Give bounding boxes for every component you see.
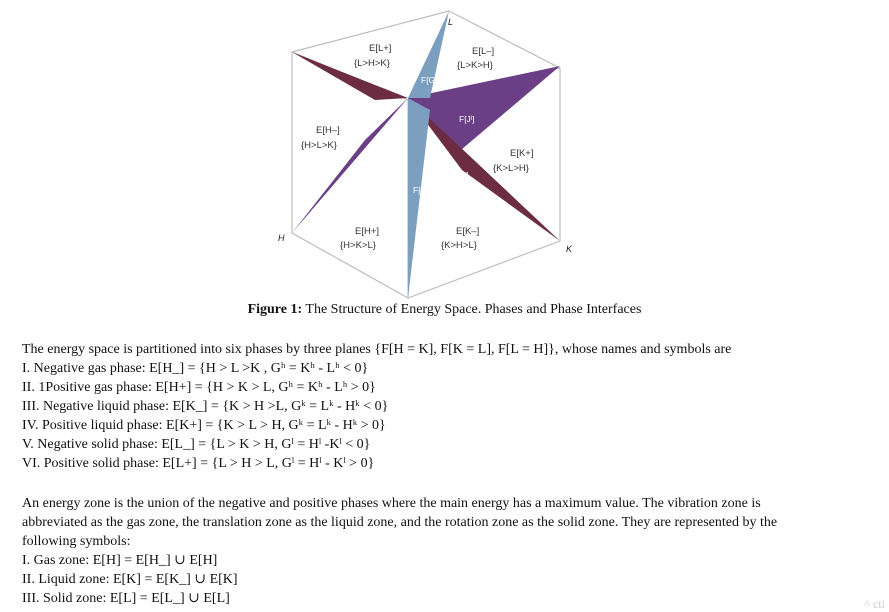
region-set-l-plus: {L>H>K} (354, 58, 390, 69)
region-set-k-minus: {K>H>L} (441, 240, 477, 251)
zone-item-gas: I. Gas zone: E[H] = E[H_] ∪ E[H] (22, 553, 218, 568)
region-name-h-plus: E[H+] (355, 226, 380, 237)
region-set-k-plus: {K>L>H} (493, 163, 529, 174)
zones-body-line-1: An energy zone is the union of the negative and positive phases where the main energy has a maximum value. The vibration zone is (22, 496, 761, 511)
plane-label-g-top: F[Gˡ] (421, 75, 439, 85)
phases-paragraph (22, 340, 885, 473)
plane-label-j-bottom: F[Jᵏ] (413, 185, 431, 195)
maroon-plane-upper (292, 52, 408, 100)
plane-label-g-right: F[Gᵏ] (449, 170, 469, 180)
phase-item-1: I. Negative gas phase: E[H_] = {H > L >K , Gʰ = Kʰ - Lʰ < 0} (22, 361, 369, 376)
axis-label-l: L (448, 17, 454, 27)
region-name-l-minus: E[L–] (472, 46, 495, 57)
phase-item-4: IV. Positive liquid phase: E[K+] = {K > L > H, Gᵏ = Lᵏ - Hᵏ > 0} (22, 418, 386, 433)
blue-plane-lower (408, 98, 430, 298)
plane-label-g-left: F[Gʰ] (373, 166, 393, 176)
phase-item-3: III. Negative liquid phase: E[K_] = {K > H >L, Gᵏ = Lᵏ - Hᵏ < 0} (22, 399, 389, 414)
phase-item-2: II. 1Positive gas phase: E[H+] = {H > K > L, Gʰ = Kʰ - Lʰ > 0} (22, 380, 376, 395)
zone-item-liquid: II. Liquid zone: E[K] = E[K_] ∪ E[K] (22, 572, 238, 587)
plane-label-j-upper-left: F[Jʰ] (366, 100, 384, 110)
phase-item-6: VI. Positive solid phase: E[L+] = {L > H > L, Gˡ = Hˡ - Kˡ > 0} (22, 456, 375, 471)
region-name-l-plus: E[L+] (369, 43, 392, 54)
figure-caption (0, 302, 889, 318)
region-name-k-plus: E[K+] (510, 148, 534, 159)
energy-space-figure (0, 0, 889, 300)
region-set-l-minus: {L>K>H} (457, 60, 493, 71)
axis-label-h: H (278, 233, 285, 243)
region-name-h-minus: E[H–] (316, 125, 340, 136)
phases-intro: The energy space is partitioned into six phases by three planes {F[H = K], F[K = L], F[L = H]}, whose names and symbols are (22, 342, 732, 357)
axis-label-k: K (566, 244, 573, 254)
zones-body-line-2: abbreviated as the gas zone, the translation zone as the liquid zone, and the rotation zone as the solid zone. They are represented by the (22, 515, 778, 530)
faded-text: ^ cti (864, 597, 885, 611)
plane-label-j-upper-right: F[Jˡ] (459, 114, 475, 124)
region-set-h-minus: {H>L>K} (301, 140, 337, 151)
caption-label: Figure 1: (247, 302, 303, 317)
region-name-k-minus: E[K–] (456, 226, 480, 237)
phase-item-5: V. Negative solid phase: E[L_] = {L > K > H, Gˡ = Hˡ -Kˡ < 0} (22, 437, 371, 452)
zones-body-line-3: following symbols: (22, 534, 131, 549)
caption-text: The Structure of Energy Space. Phases and Phase Interfaces (302, 302, 642, 317)
zone-item-solid: III. Solid zone: E[L] = E[L_] ∪ E[L] (22, 591, 230, 606)
zones-paragraph (22, 494, 885, 608)
region-set-h-plus: {H>K>L} (340, 240, 376, 251)
